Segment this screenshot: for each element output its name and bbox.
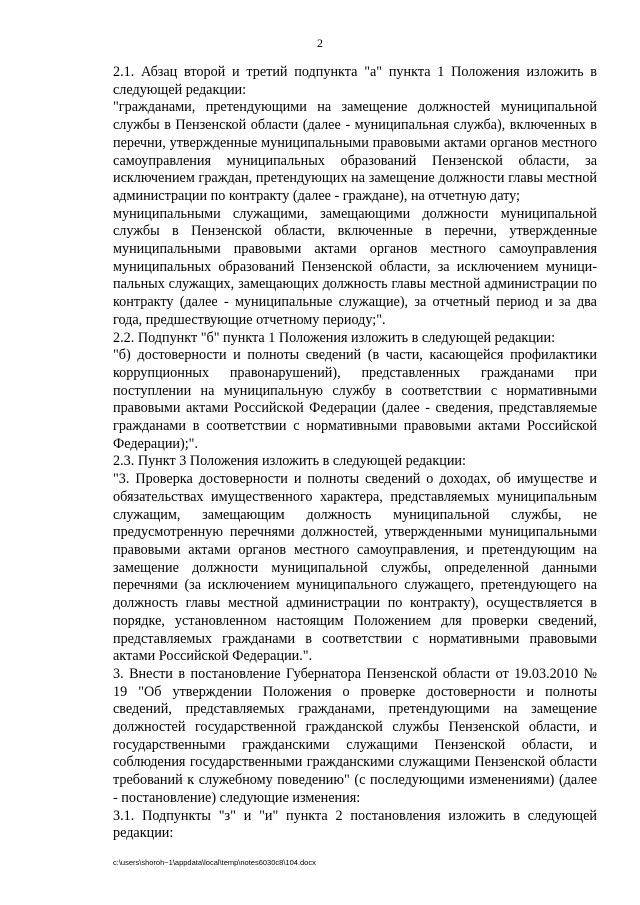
paragraph-point-3: "3. Проверка достоверности и полноты сведений о доходах, об имуществе и обязательствах имущественного характера, представляемых муниципальным служащим, замещающим должность муниципальной службы, не предусмотренную перечнями должностей, утвержденными муниципальными правовыми актами органов местного самоуправления, и претендующим на замещение должности муниципальной службы, определенной данными перечнями (за исключением муниципального служащего, претендующего на должность главы местной администрации по контракту), осуществляется в порядке, установленном настоящим Положением для проверки сведений, представляемых гражданами в соответствии с нормативными правовыми актами Российской Федерации.".: [113, 471, 597, 665]
file-path-footer: c:\users\shoroh~1\appdata\local\temp\notes6030c8\104.docx: [113, 858, 316, 867]
paragraph-2-1: 2.1. Абзац второй и третий подпункта "а" пункта 1 Положения изложить в следующей редакции:: [113, 64, 597, 98]
paragraph-3-1: 3.1. Подпункты "з" и "и" пункта 2 постановления изложить в следующей редакции:: [113, 807, 597, 842]
document-body: [113, 64, 597, 843]
paragraph-servants: муниципальными служащими, замещающими должности муниципальной службы в Пензенской области, включенные в перечни, утвержденные муниципальными правовыми актами органов местного самоуправления муниципальных образований Пензенской области, за исключением муници-пальных служащих, замещающих должность главы местной администрации по контракту (далее - муниципальные служащие), за отчетный период и за два года, предшествующие отчетному периоду;".: [113, 205, 597, 328]
paragraph-subpoint-b: "б) достоверности и полноты сведений (в части, касающейся профилактики коррупционных правонарушений), представленных гражданами при поступлении на муниципальную службу в соответствии с нормативными правовыми актами Российской Федерации (далее - сведения, представляемые гражданами в соответствии с нормативными правовыми актами Российской Федерации);".: [113, 347, 597, 452]
page-number: 2: [317, 36, 323, 50]
paragraph-3: 3. Внести в постановление Губернатора Пензенской области от 19.03.2010 № 19 "Об утверждении Положения о проверке достоверности и полноты сведений, представляемых гражданами, претендующими на замещение должностей государственной гражданской службы Пензенской области, и государственными гражданскими служащими Пензенской области, и соблюдения государственными гражданскими служащими Пензенской области требований к служебному поведению" (с последующими изменениями) (далее - постановление) следующие изменения:: [113, 665, 597, 806]
paragraph-2-3: 2.3. Пункт 3 Положения изложить в следующей редакции:: [113, 453, 466, 470]
paragraph-2-2: 2.2. Подпункт "б" пункта 1 Положения изложить в следующей редакции:: [113, 329, 556, 346]
paragraph-citizens: "гражданами, претендующими на замещение должностей муниципальной службы в Пензенской области (далее - муниципальная служба), включенных в перечни, утвержденные муниципальными правовыми актами органов местного самоуправления муниципальных образований Пензенской области, за исключением граждан, претендующих на замещение должности главы местной администрации по контракту (далее - граждане), на отчетную дату;: [113, 99, 597, 204]
